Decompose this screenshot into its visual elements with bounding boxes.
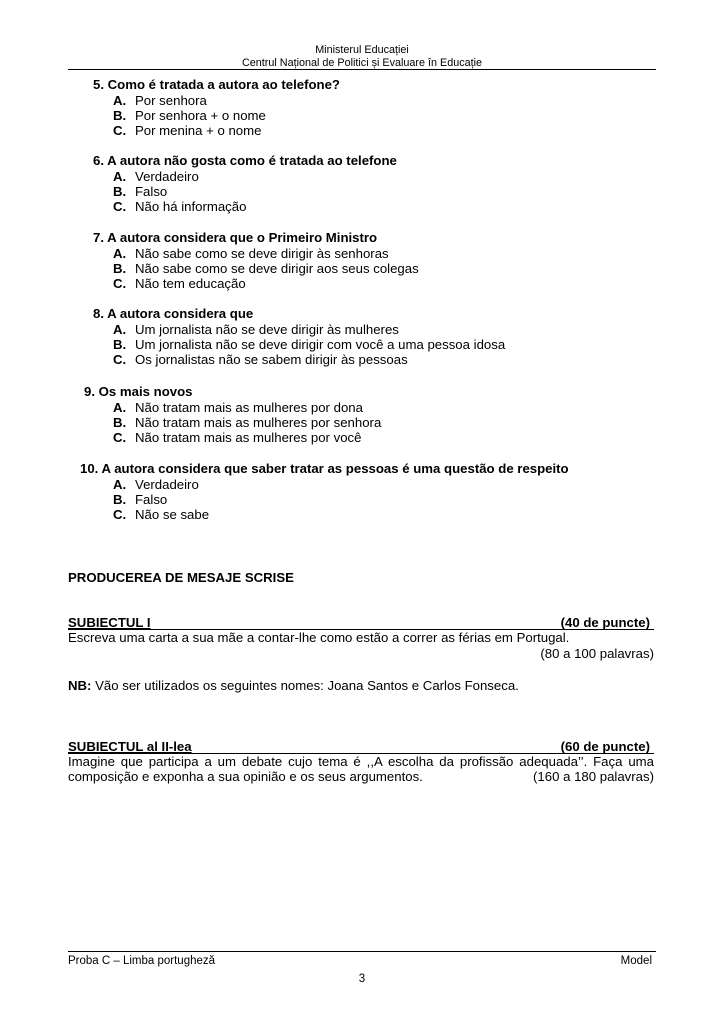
subject-1-points: (40 de puncte) (560, 615, 650, 630)
option-a: A. Verdadeiro (113, 169, 199, 184)
option-b: B. Falso (113, 492, 168, 507)
nb-text: Vão ser utilizados os seguintes nomes: Joana Santos e Carlos Fonseca. (91, 678, 519, 693)
option-a: A. Não tratam mais as mulheres por dona (113, 400, 363, 415)
option-b: B. Por senhora + o nome (113, 108, 266, 123)
option-b: B. Não tratam mais as mulheres por senhora (113, 415, 382, 430)
footer-exam-name: Proba C – Limba portugheză (68, 955, 216, 967)
subject-1-text: Escreva uma carta a sua mãe a contar-lhe como estão a correr as férias em Portugal. (68, 630, 570, 645)
question-title: 7. A autora considera que o Primeiro Ministro (93, 230, 378, 245)
header-ministry: Ministerul Educației (315, 44, 409, 56)
option-c: C. Por menina + o nome (113, 123, 262, 138)
header-divider (68, 69, 656, 70)
subject-2-points: (60 de puncte) (560, 739, 650, 754)
subject-1-heading (68, 615, 654, 631)
option-b: B. Não sabe como se deve dirigir aos seus colegas (113, 261, 419, 276)
header-center: Centrul Național de Politici și Evaluare în Educație (241, 56, 483, 69)
footer-model: Model (620, 955, 652, 967)
option-a: A. Verdadeiro (113, 477, 199, 492)
question-title: 5. Como é tratada a autora ao telefone? (93, 77, 340, 92)
section-title: PRODUCEREA DE MESAJE SCRISE (68, 570, 294, 585)
subject-1-title: SUBIECTUL I (68, 615, 151, 630)
subject-2-heading (68, 739, 654, 755)
option-a: A. Não sabe como se deve dirigir às senhoras (113, 246, 389, 261)
subject-1-words: (80 a 100 palavras) (540, 646, 654, 661)
nb-label: NB: (68, 678, 92, 693)
subject-2-title: SUBIECTUL al II-lea (68, 739, 192, 754)
option-c: C. Não tratam mais as mulheres por você (113, 430, 362, 445)
option-b: B. Um jornalista não se deve dirigir com você a uma pessoa idosa (113, 337, 506, 352)
subject-1-note (68, 678, 654, 694)
page-number: 3 (358, 973, 366, 985)
subject-2-text-line2: composição e exponha a sua opinião e os seus argumentos. (68, 769, 423, 784)
subject-2-text-line1: Imagine que participa a um debate cujo tema é ,,A escolha da profissão adequada’’. Faça uma (68, 754, 654, 769)
option-c: C. Os jornalistas não se sabem dirigir às pessoas (113, 352, 408, 367)
footer-divider (68, 951, 656, 952)
question-title: 8. A autora considera que (93, 306, 254, 321)
page-header (68, 44, 656, 69)
option-c: C. Não se sabe (113, 507, 210, 522)
option-c: C. Não há informação (113, 199, 247, 214)
option-a: A. Por senhora (113, 93, 207, 108)
option-c: C. Não tem educação (113, 276, 246, 291)
option-a: A. Um jornalista não se deve dirigir às mulheres (113, 322, 399, 337)
question-title: 10. A autora considera que saber tratar as pessoas é uma questão de respeito (80, 461, 569, 476)
subject-2-words: (160 a 180 palavras) (533, 769, 654, 784)
question-title: 9. Os mais novos (84, 384, 193, 399)
option-b: B. Falso (113, 184, 168, 199)
question-title: 6. A autora não gosta como é tratada ao telefone (93, 153, 397, 168)
